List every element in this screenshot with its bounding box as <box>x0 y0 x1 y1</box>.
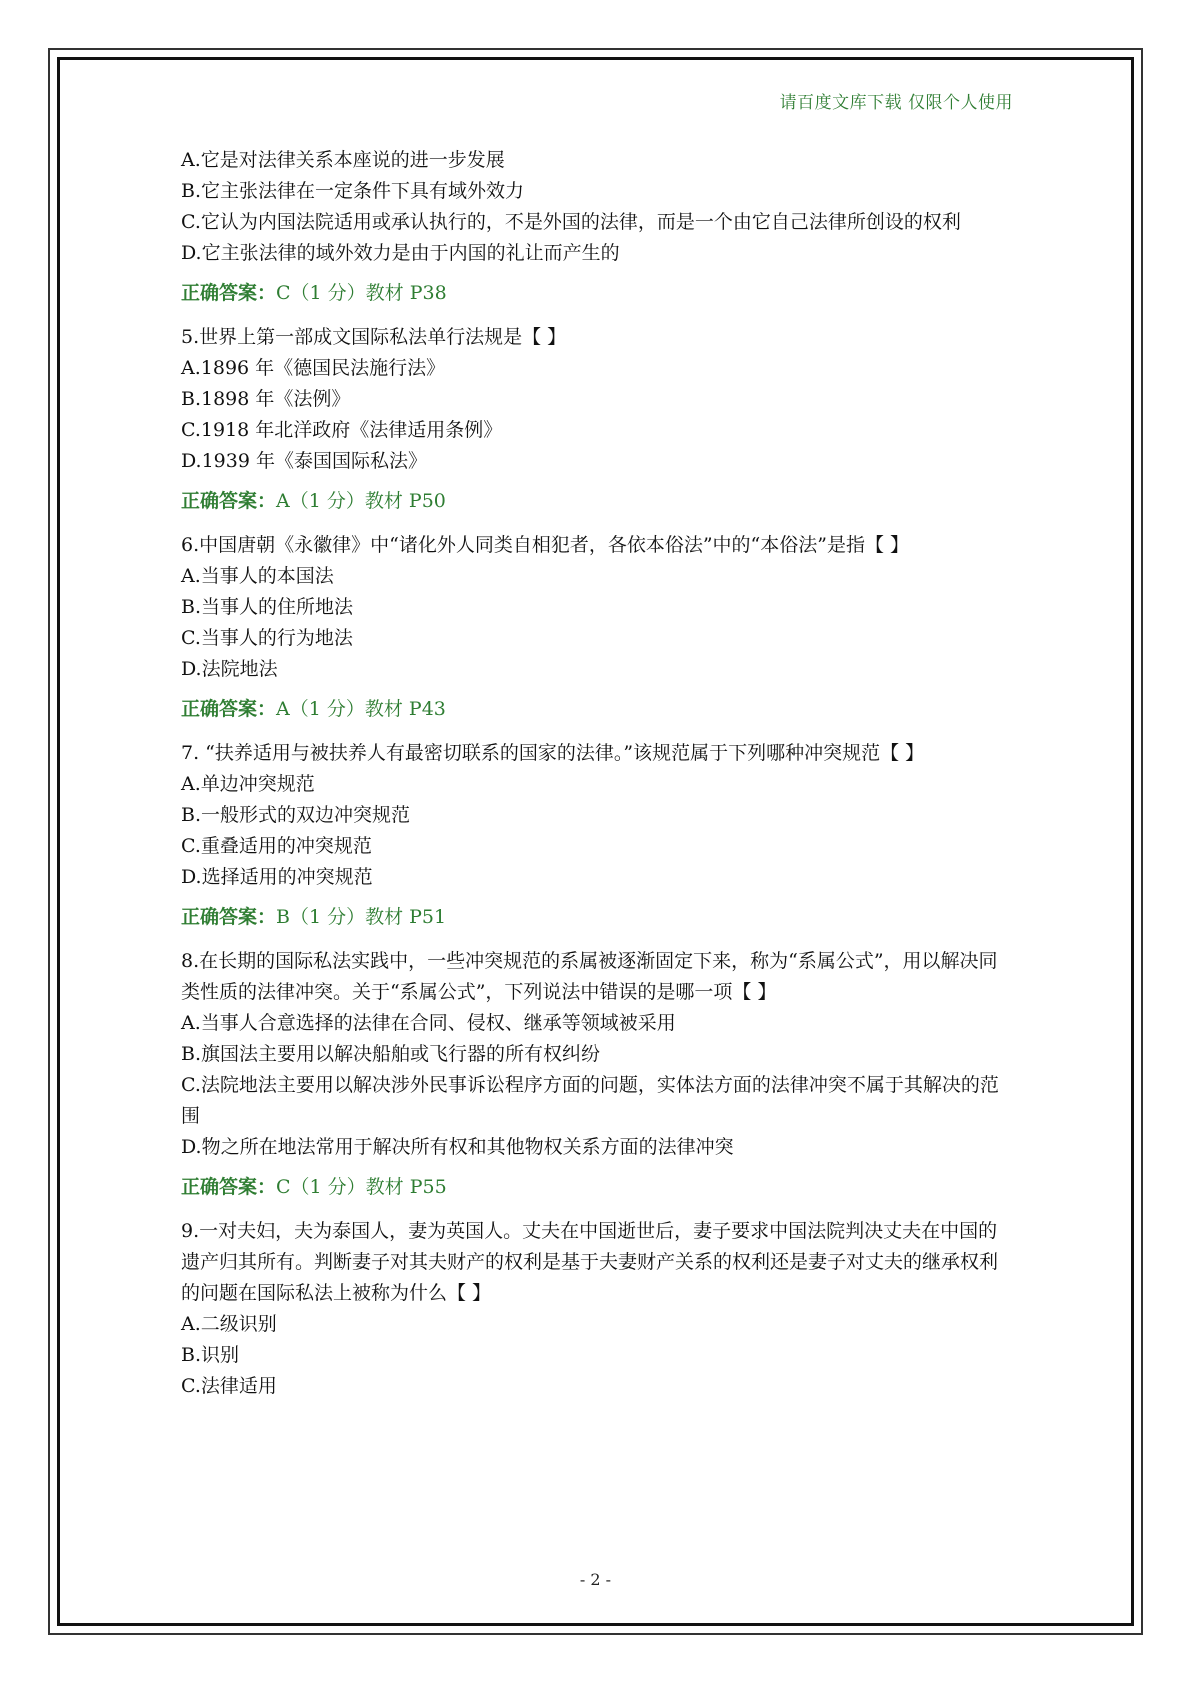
option-b: B.识别 <box>181 1344 240 1366</box>
answer-label: 正确答案： <box>181 906 277 928</box>
answer-value: A（1 分）教材 P50 <box>276 490 446 512</box>
option-d: D.物之所在地法常用于解决所有权和其他物权关系方面的法律冲突 <box>181 1136 734 1158</box>
question-5 <box>181 322 1011 517</box>
option-a: A.当事人的本国法 <box>181 565 334 587</box>
option-c: C.法律适用 <box>181 1375 277 1397</box>
answer-line <box>181 278 1011 309</box>
question-stem: 7. “扶养适用与被扶养人有最密切联系的国家的法律。”该规范属于下列哪种冲突规范【 】 <box>181 742 925 764</box>
option-b: B.1898 年《法例》 <box>181 388 351 410</box>
option-c: C.1918 年北洋政府《法律适用条例》 <box>181 419 503 441</box>
answer-line <box>181 1172 1011 1203</box>
option-a: A.当事人合意选择的法律在合同、侵权、继承等领域被采用 <box>181 1012 676 1034</box>
answer-label: 正确答案： <box>181 1176 277 1198</box>
answer-label: 正确答案： <box>181 282 277 304</box>
question-6 <box>181 530 1011 725</box>
option-c: C.它认为内国法院适用或承认执行的，不是外国的法律，而是一个由它自己法律所创设的权利 <box>181 211 961 233</box>
option-d: D.1939 年《泰国国际私法》 <box>181 450 427 472</box>
question-stem: 9.一对夫妇，夫为泰国人，妻为英国人。丈夫在中国逝世后，妻子要求中国法院判决丈夫在中国的遗产归其所有。判断妻子对其夫财产的权利是基于夫妻财产关系的权利还是妻子对丈夫的继承权利的问题在国际私法上被称为什么【 】 <box>181 1220 999 1304</box>
option-a: A.它是对法律关系本座说的进一步发展 <box>181 149 505 171</box>
answer-line <box>181 694 1011 725</box>
question-9 <box>181 1216 1011 1402</box>
option-d: D.法院地法 <box>181 658 278 680</box>
question-stem: 8.在长期的国际私法实践中，一些冲突规范的系属被逐渐固定下来，称为“系属公式”，用以解决同类性质的法律冲突。关于“系属公式”，下列说法中错误的是哪一项【 】 <box>181 950 998 1003</box>
option-a: A.二级识别 <box>181 1313 277 1335</box>
answer-value: C（1 分）教材 P55 <box>276 1176 447 1198</box>
option-b: B.一般形式的双边冲突规范 <box>181 804 411 826</box>
page-number: - 2 - <box>579 1570 612 1589</box>
option-c: C.重叠适用的冲突规范 <box>181 835 372 857</box>
question-8 <box>181 946 1011 1203</box>
option-c: C.法院地法主要用以解决涉外民事诉讼程序方面的问题，实体法方面的法律冲突不属于其解决的范围 <box>181 1074 999 1127</box>
option-b: B.旗国法主要用以解决船舶或飞行器的所有权纠纷 <box>181 1043 601 1065</box>
answer-value: B（1 分）教材 P51 <box>276 906 447 928</box>
option-b: B.它主张法律在一定条件下具有域外效力 <box>181 180 525 202</box>
question-stem: 6.中国唐朝《永徽律》中“诸化外人同类自相犯者，各依本俗法”中的“本俗法”是指【 】 <box>181 534 910 556</box>
option-b: B.当事人的住所地法 <box>181 596 354 618</box>
answer-line <box>181 902 1011 933</box>
header-watermark: 请百度文库下载 仅限个人使用 <box>779 93 1013 113</box>
option-a: A.单边冲突规范 <box>181 773 315 795</box>
question-4 <box>181 145 1011 309</box>
answer-value: C（1 分）教材 P38 <box>276 282 447 304</box>
question-stem: 5.世界上第一部成文国际私法单行法规是【 】 <box>181 326 567 348</box>
option-c: C.当事人的行为地法 <box>181 627 353 649</box>
option-d: D.选择适用的冲突规范 <box>181 866 373 888</box>
document-body <box>181 145 1011 1402</box>
option-d: D.它主张法律的域外效力是由于内国的礼让而产生的 <box>181 242 620 264</box>
answer-value: A（1 分）教材 P43 <box>276 698 446 720</box>
answer-label: 正确答案： <box>181 698 277 720</box>
answer-label: 正确答案： <box>181 490 277 512</box>
answer-line <box>181 486 1011 517</box>
option-a: A.1896 年《德国民法施行法》 <box>181 357 446 379</box>
question-7 <box>181 738 1011 933</box>
